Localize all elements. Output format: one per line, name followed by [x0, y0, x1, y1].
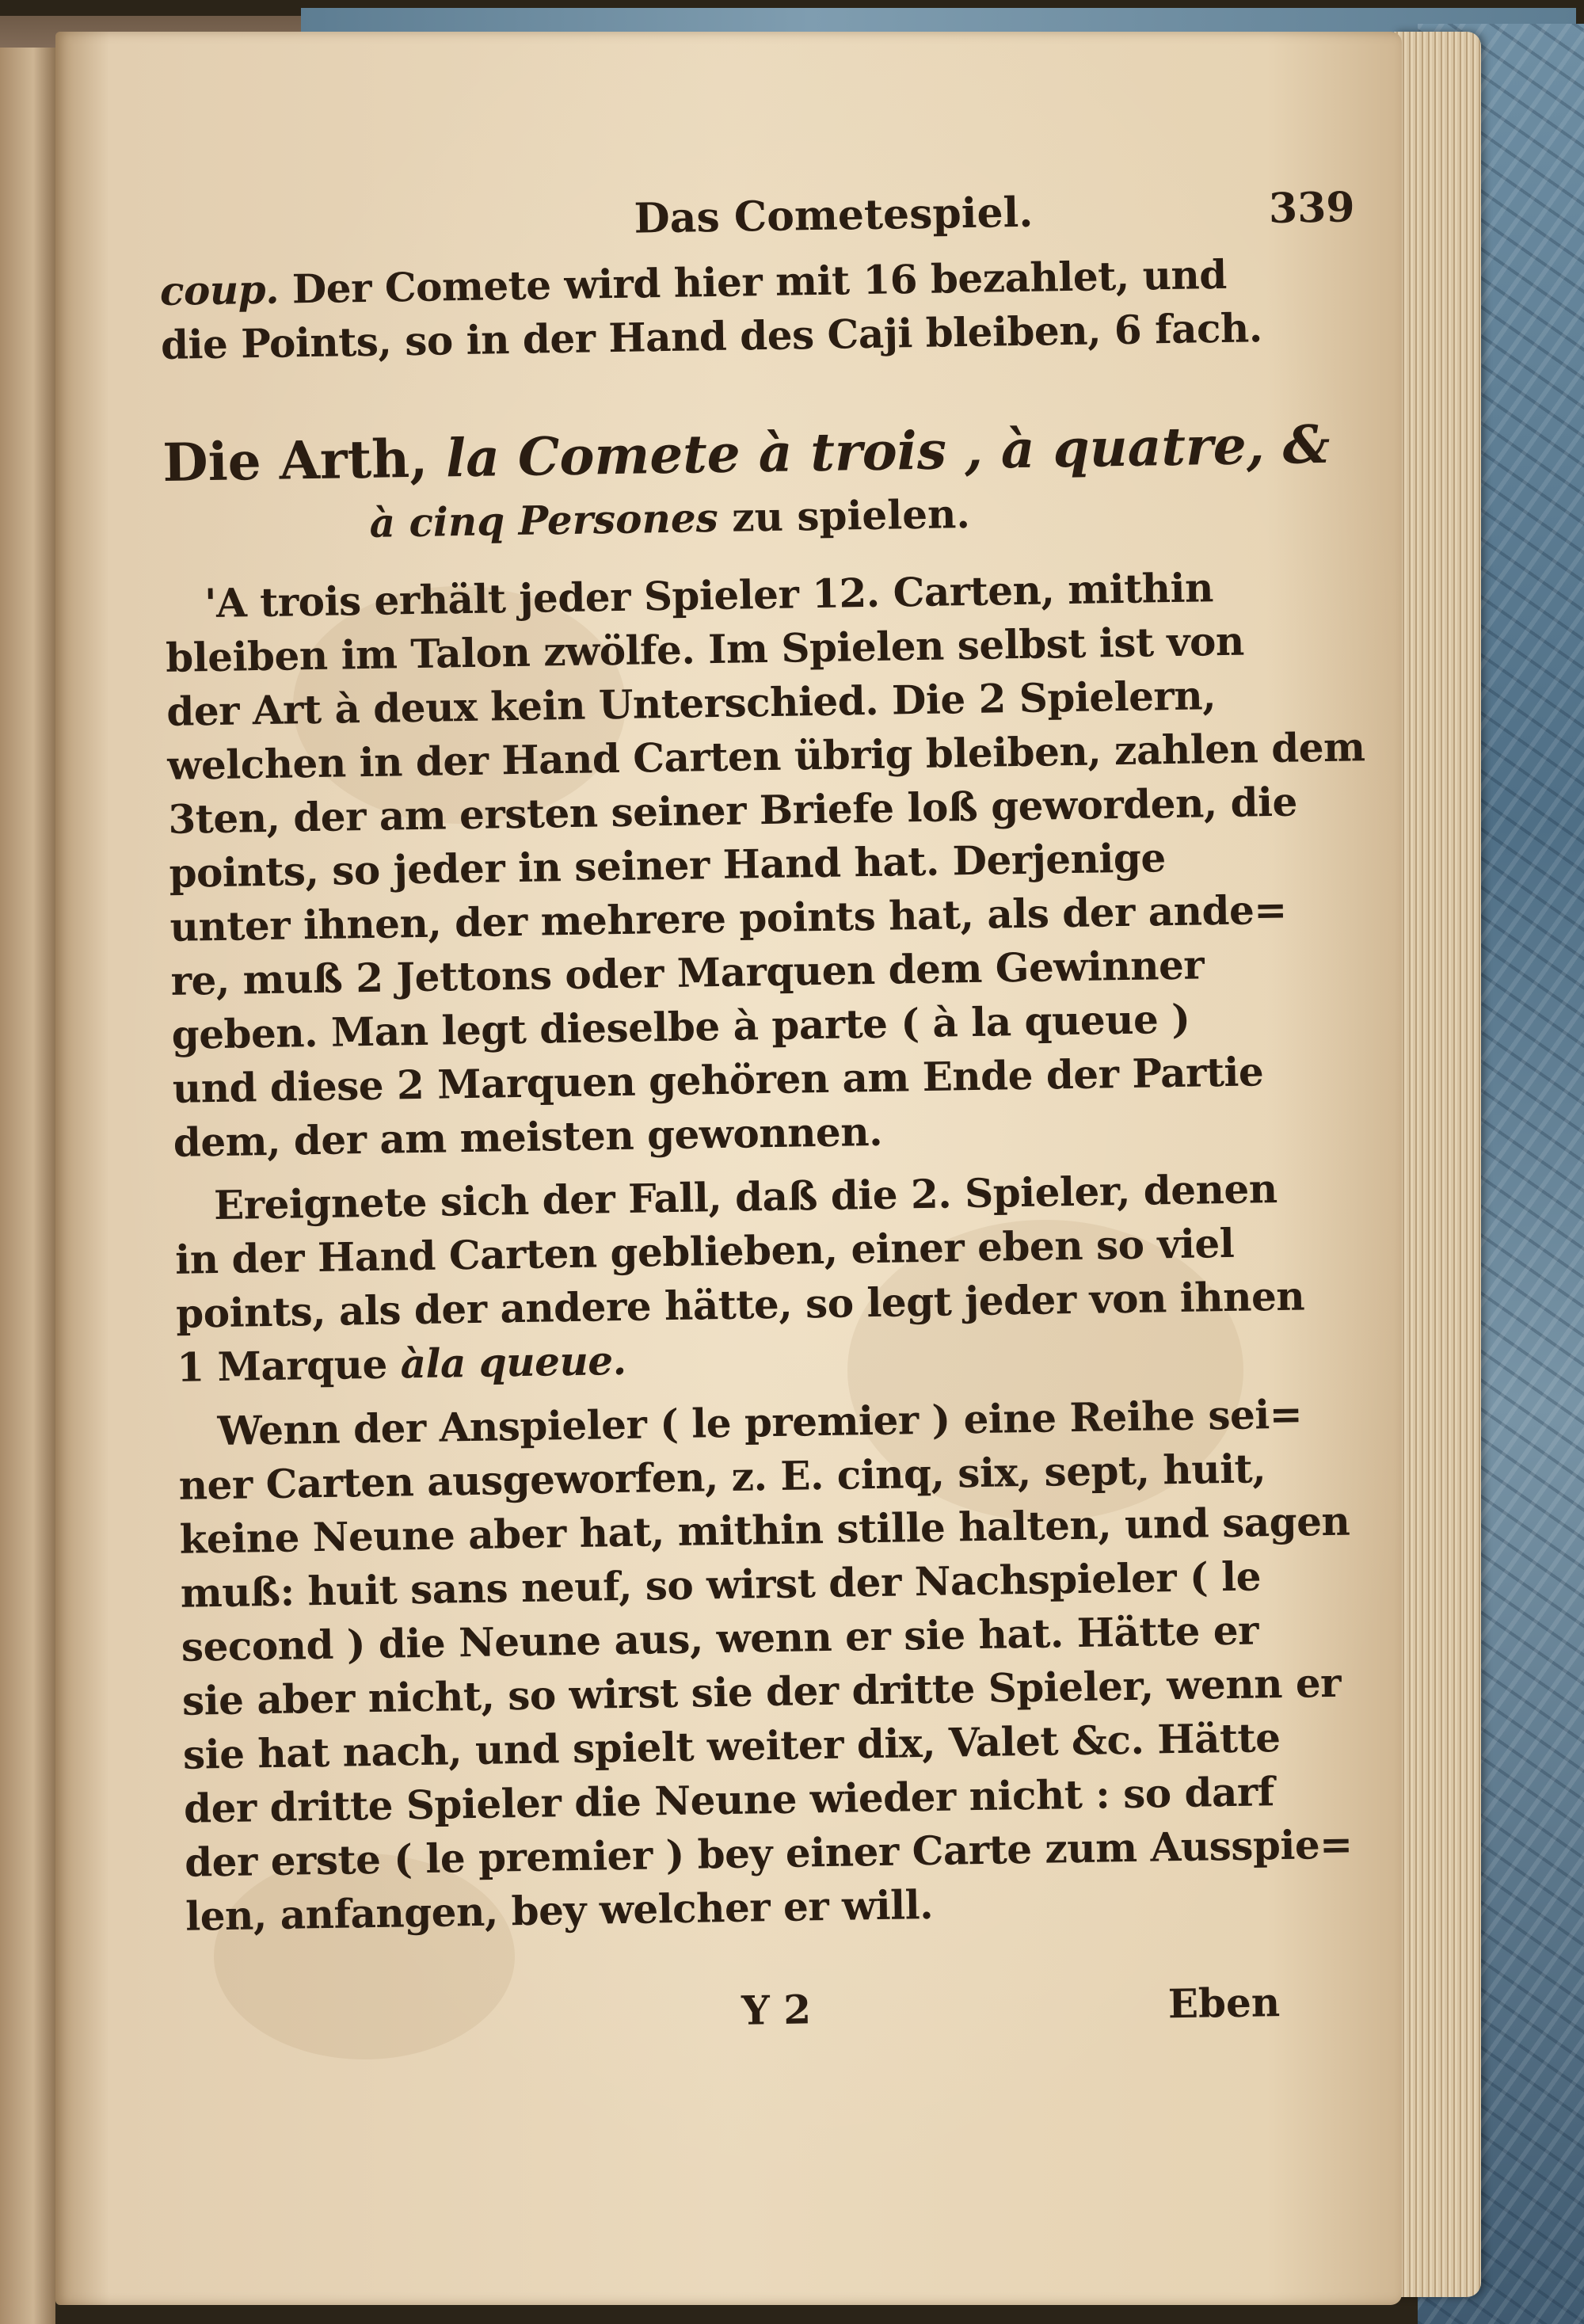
- section-heading: Die Arth, la Comete à trois , à quatre, &: [162, 413, 1331, 493]
- text-line: in der Hand Carten geblieben, einer eben so viel: [174, 1219, 1235, 1283]
- text-line: sie hat nach, und spielt weiter dix, Valet &c. Hätte: [182, 1713, 1281, 1778]
- text-line: dem, der am meisten gewonnen.: [173, 1107, 883, 1166]
- text-line: 1 Marque àla queue.: [176, 1336, 626, 1391]
- text-line: 'A trois erhält jeder Spieler 12. Carten, mithin: [204, 564, 1214, 627]
- text-line: geben. Man legt dieselbe à parte ( à la queue ): [171, 995, 1190, 1058]
- text-line: 3ten, der am ersten seiner Briefe loß geworden, die: [168, 778, 1298, 843]
- text-line: Ereignete sich der Fall, daß die 2. Spieler, denen: [213, 1164, 1277, 1229]
- text-line: der dritte Spieler die Neune wieder nicht : so darf: [183, 1768, 1275, 1832]
- text-line: second ) die Neune aus, wenn er sie hat. Hätte er: [181, 1606, 1259, 1671]
- catchword: Eben: [1167, 1979, 1281, 2028]
- text-line: len, anfangen, bey welcher er will.: [185, 1880, 934, 1940]
- running-title: Das Cometespiel.: [634, 188, 1034, 243]
- text-line: Wenn der Anspieler ( le premier ) eine Reihe sei=: [217, 1390, 1303, 1455]
- page-text: [158, 173, 1365, 2034]
- text-line: coup. Der Comete wird hier mit 16 bezahlet, und: [159, 250, 1228, 314]
- text-line: unter ihnen, der mehrere points hat, als der ande=: [169, 886, 1288, 951]
- text-line: keine Neune aber hat, mithin stille halten, und sagen: [179, 1497, 1350, 1563]
- text-line: sie aber nicht, so wirst sie der dritte Spieler, wenn er: [181, 1659, 1342, 1724]
- text-line: re, muß 2 Jettons oder Marquen dem Gewinner: [170, 941, 1205, 1004]
- text-line: welchen in der Hand Carten übrig bleiben, zahlen dem: [166, 723, 1365, 789]
- text-line: und diese 2 Marquen gehören am Ende der Partie: [172, 1048, 1264, 1112]
- text-line: points, als der andere hätte, so legt jeder von ihnen: [175, 1272, 1305, 1337]
- book-page: [55, 32, 1402, 2305]
- text-line: bleiben im Talon zwölfe. Im Spielen selbst ist von: [165, 617, 1245, 681]
- page-fore-edge: [1394, 32, 1481, 2297]
- text-line: muß: huit sans neuf, so wirst der Nachspieler ( le: [180, 1553, 1262, 1617]
- signature-mark: Y 2: [741, 1986, 812, 2034]
- text-line: ner Carten ausgeworfen, z. E. cinq, six, sept, huit,: [178, 1445, 1266, 1509]
- text-line: der Art à deux kein Unterschied. Die 2 Spielern,: [166, 672, 1217, 735]
- page-number: 339: [1268, 183, 1356, 233]
- running-header: [459, 183, 1355, 245]
- text-line: die Points, so in der Hand des Caji bleiben, 6 fach.: [160, 304, 1263, 368]
- text-line: der erste ( le premier ) bey einer Carte zum Ausspie=: [184, 1820, 1353, 1886]
- section-heading-line-2: à cinq Persones zu spielen.: [369, 490, 971, 547]
- left-page-edge: [0, 48, 55, 2324]
- text-line: points, so jeder in seiner Hand hat. Derjenige: [169, 834, 1167, 897]
